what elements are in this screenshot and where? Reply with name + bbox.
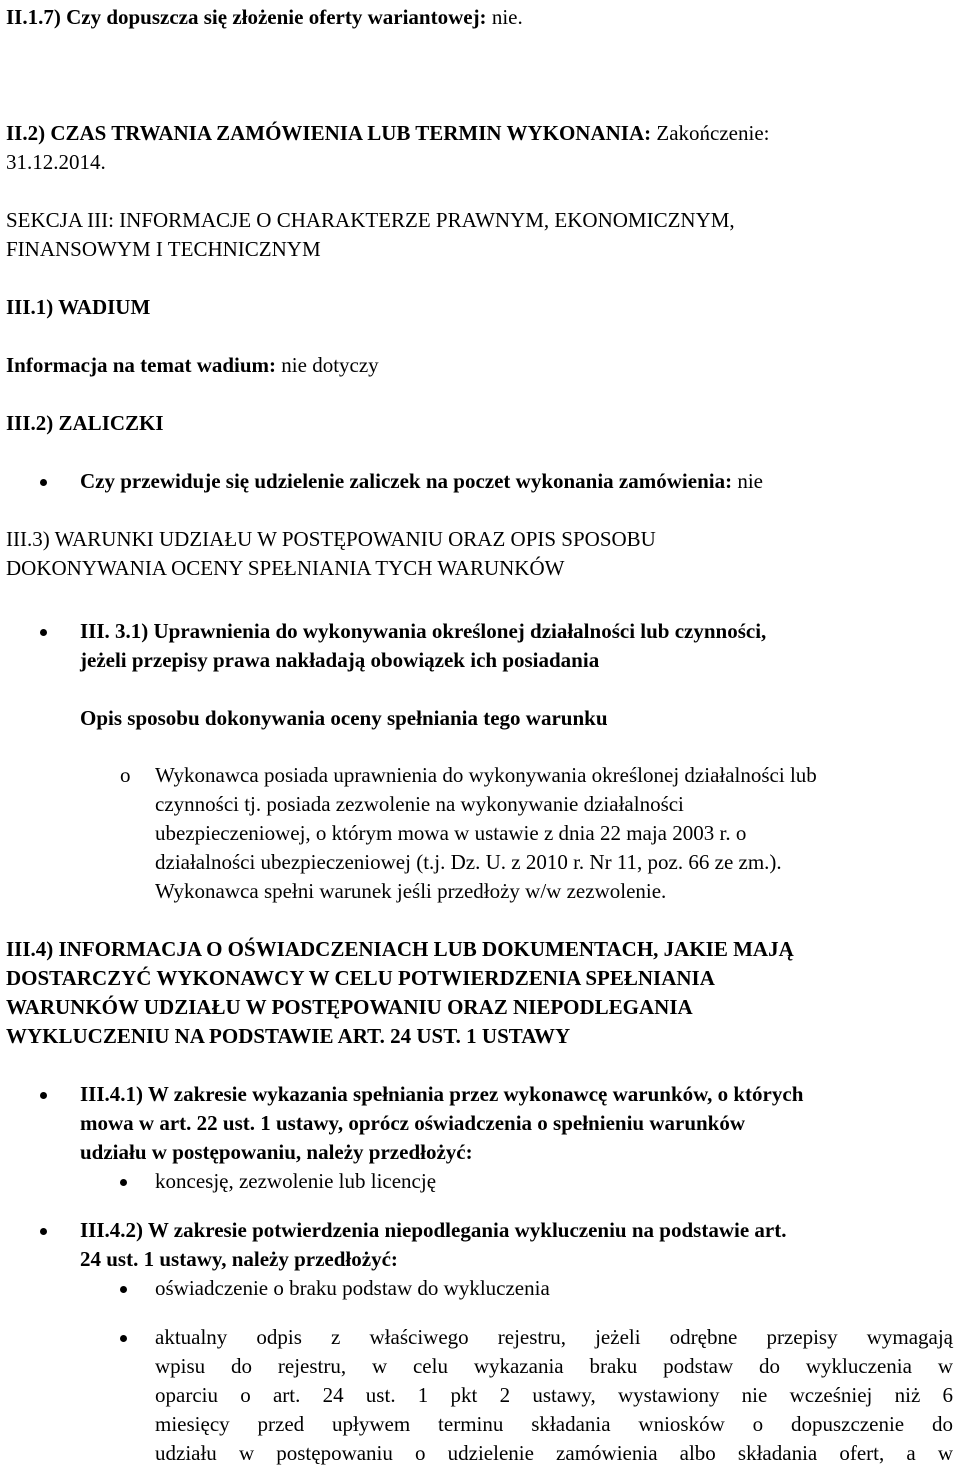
description-line: czynności tj. posiada zezwolenie na wykonywanie działalności xyxy=(155,792,684,816)
bullet-icon xyxy=(40,1228,47,1235)
section-label: II.1.7) Czy dopuszcza się złożenie oferty wariantowej: xyxy=(6,5,487,29)
wadium-heading: III.1) WADIUM xyxy=(6,295,151,319)
wadium-info xyxy=(6,351,956,380)
heading-line: DOKONYWANIA OCENY SPEŁNIANIA TYCH WARUNKÓW xyxy=(6,556,565,580)
item-line: 24 ust. 1 ustawy, należy przedłożyć: xyxy=(80,1247,398,1271)
item-4-2-sub1: oświadczenie o braku podstaw do wykluczenia xyxy=(155,1276,550,1300)
heading-line: WYKLUCZENIU NA PODSTAWIE ART. 24 UST. 1 USTAWY xyxy=(6,1024,571,1048)
description-line: działalności ubezpieczeniowej (t.j. Dz. U. z 2010 r. Nr 11, poz. 66 ze zm.). xyxy=(155,850,782,874)
section-label: II.2) CZAS TRWANIA ZAMÓWIENIA LUB TERMIN WYKONANIA: xyxy=(6,121,652,145)
description-line: ubezpieczeniowej, o którym mowa w ustawie z dnia 22 maja 2003 r. o xyxy=(155,821,747,845)
zaliczki-item xyxy=(80,467,952,496)
item-line: mowa w art. 22 ust. 1 ustawy, oprócz oświadczenia o spełnieniu warunków xyxy=(80,1111,746,1135)
item-4-1 xyxy=(80,1080,952,1167)
description-line: Wykonawca spełni warunek jeśli przedłoży w/w zezwolenie. xyxy=(155,879,667,903)
section-value: nie. xyxy=(491,5,523,29)
heading-line: FINANSOWYM I TECHNICZNYM xyxy=(6,237,321,261)
zaliczki-value: nie xyxy=(737,469,763,493)
heading-line: SEKCJA III: INFORMACJE O CHARAKTERZE PRAWNYM, EKONOMICZNYM, xyxy=(6,208,735,232)
heading-line: III.3) WARUNKI UDZIAŁU W POSTĘPOWANIU ORAZ OPIS SPOSOBU xyxy=(6,527,656,551)
item-line: III. 3.1) Uprawnienia do wykonywania określonej działalności lub czynności, xyxy=(80,619,767,643)
description-line: Wykonawca posiada uprawnienia do wykonywania określonej działalności lub xyxy=(155,763,817,787)
item-line: jeżeli przepisy prawa nakładają obowiązek ich posiadania xyxy=(80,648,600,672)
section-ii-1-7 xyxy=(6,3,956,32)
heading-line: III.4) INFORMACJA O OŚWIADCZENIACH LUB DOKUMENTACH, JAKIE MAJĄ xyxy=(6,937,794,961)
sub-line: udziału w postępowaniu o udzielenie zamówienia albo składania ofert, a w xyxy=(155,1441,953,1465)
opis-heading: Opis sposobu dokonywania oceny spełniania tego warunku xyxy=(80,706,608,730)
section-iii-heading xyxy=(6,206,956,264)
item-4-1-sub: koncesję, zezwolenie lub licencję xyxy=(155,1169,437,1193)
informacja-heading xyxy=(6,935,956,1051)
item-line: udziału w postępowaniu, należy przedłożyć: xyxy=(80,1140,473,1164)
zaliczki-heading: III.2) ZALICZKI xyxy=(6,411,164,435)
section-ii-2 xyxy=(6,119,956,177)
wadium-label: Informacja na temat wadium: xyxy=(6,353,277,377)
section-value: Zakończenie: xyxy=(656,121,770,145)
sub-line: oparciu o art. 24 ust. 1 pkt 2 ustawy, wystawiony nie wcześniej niż 6 xyxy=(155,1383,953,1407)
warunki-item-3-1 xyxy=(80,617,952,675)
bullet-icon xyxy=(120,1179,127,1186)
warunki-description xyxy=(155,761,953,906)
zaliczki-label: Czy przewiduje się udzielenie zaliczek na poczet wykonania zamówienia: xyxy=(80,469,733,493)
item-4-2-sub2 xyxy=(155,1323,953,1468)
sub-line: miesięcy przed upływem terminu składania wniosków o dopuszczenie do xyxy=(155,1412,953,1436)
sub-line: wpisu do rejestru, w celu wykazania braku podstaw do wykluczenia w xyxy=(155,1354,953,1378)
wadium-value: nie dotyczy xyxy=(281,353,379,377)
heading-line: WARUNKÓW UDZIAŁU W POSTĘPOWANIU ORAZ NIEPODLEGANIA xyxy=(6,995,693,1019)
item-line: III.4.1) W zakresie wykazania spełniania przez wykonawcę warunków, o których xyxy=(80,1082,804,1106)
bullet-icon xyxy=(40,479,47,486)
bullet-icon xyxy=(40,629,47,636)
sub-line: aktualny odpis z właściwego rejestru, jeżeli odrębne przepisy wymagają xyxy=(155,1325,953,1349)
item-4-2 xyxy=(80,1216,952,1274)
bullet-icon xyxy=(40,1092,47,1099)
warunki-heading xyxy=(6,525,956,583)
bullet-icon xyxy=(120,1286,127,1293)
bullet-icon xyxy=(120,1335,127,1342)
circle-bullet-icon: o xyxy=(120,763,131,787)
section-value-date: 31.12.2014. xyxy=(6,150,106,174)
item-line: III.4.2) W zakresie potwierdzenia niepodlegania wykluczeniu na podstawie art. xyxy=(80,1218,787,1242)
heading-line: DOSTARCZYĆ WYKONAWCY W CELU POTWIERDZENIA SPEŁNIANIA xyxy=(6,966,715,990)
